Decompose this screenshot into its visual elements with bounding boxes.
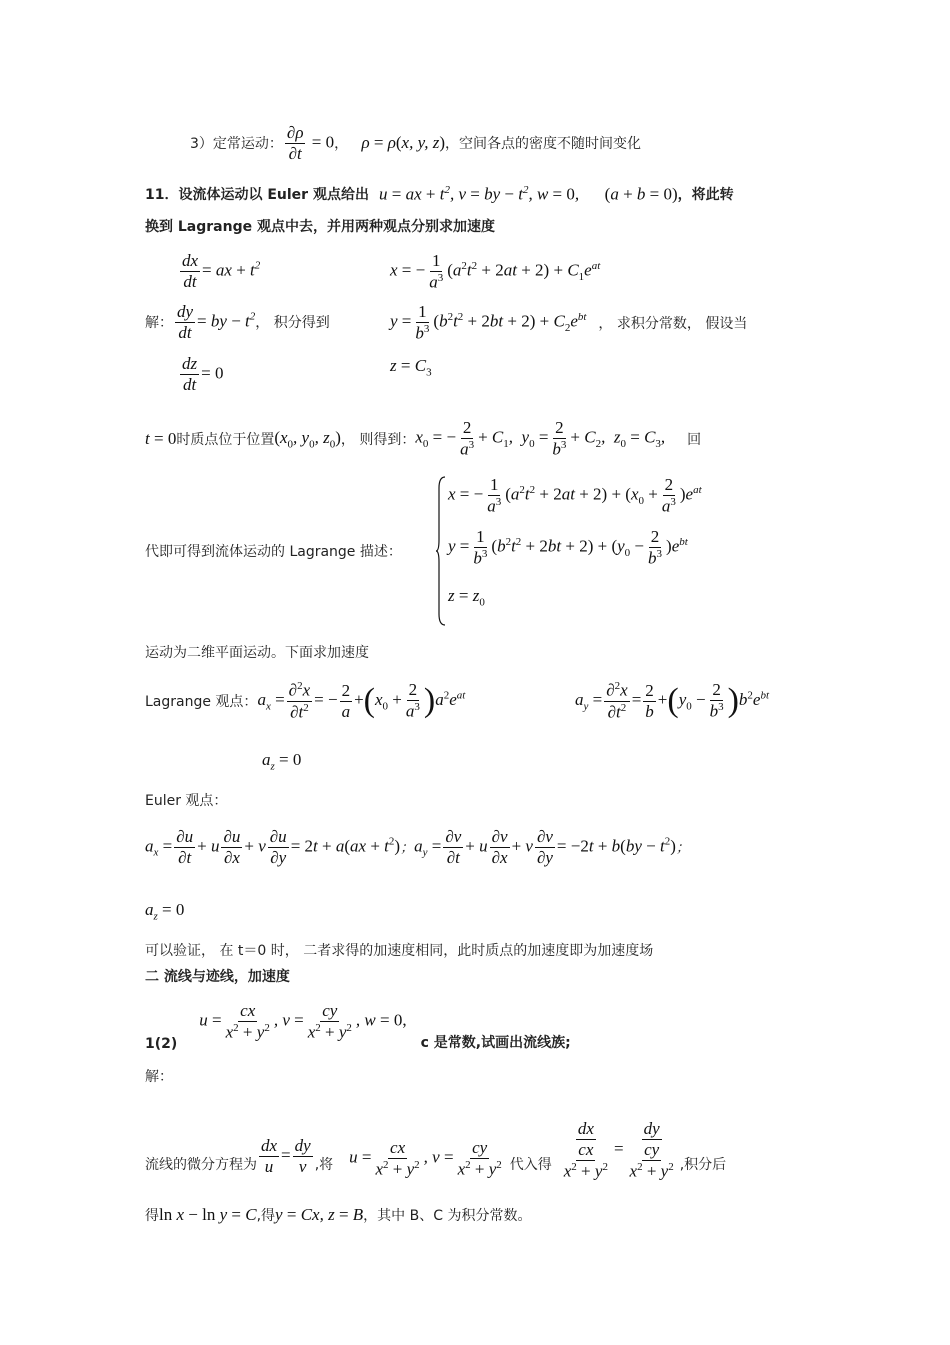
initial-position: ($x_0$, $y_0$, $z_0$) bbox=[274, 427, 341, 451]
result-text: ，其中 B、C 为积分常数。 bbox=[363, 1208, 532, 1224]
solution-z: $z = C_3$ bbox=[390, 356, 432, 379]
streamline-velocity: u = $\frac{cx}{x^2 + y^2}$ , v = $\frac{cy}{x^2 + y^2}$ bbox=[349, 1137, 502, 1179]
substituted-ode: $\frac{dx}{\frac{cx}{x^2 + y^2}}$ = $\frac{dy}{\frac{cy}{x^2 + y^2}}$ bbox=[563, 1118, 674, 1181]
log-result: ln x − ln y = C bbox=[159, 1205, 257, 1224]
lagrange-az: $a_z = 0$ bbox=[262, 750, 302, 773]
initial-condition-line bbox=[145, 414, 701, 464]
problem-1-number: 1(2) bbox=[145, 1036, 178, 1052]
streamline-ode: $\frac{dx}{u}$ = $\frac{dy}{v}$ bbox=[261, 1136, 311, 1177]
constants-equation: $x_0$ = − $\frac{2}{a^3}$ + $C_1$, $y_0$ = $\frac{2}{b^3}$ + $C_2$, $z_0 = C_3$, bbox=[415, 418, 666, 459]
planar-motion-text: 运动为二维平面运动。下面求加速度 bbox=[145, 645, 369, 661]
lagrange-ax: $a_x$ = $\frac{\partial^2x}{\partial t^2}$ = − $\frac{2}{a}$ $+(x_0$ + $\frac{2}{a^3}$ )$a^2e^{at}$ bbox=[257, 680, 466, 722]
problem-11-line2 bbox=[145, 216, 495, 236]
initial-text-b: ， 则得到： bbox=[340, 432, 416, 448]
initial-text-a: 时质点位于位置 bbox=[176, 432, 275, 448]
euler-view-label: Euler 观点： bbox=[145, 793, 228, 809]
streamline-family: y = Cx, z = B bbox=[275, 1205, 364, 1224]
steady-motion-label: 3）定常运动： bbox=[190, 136, 283, 152]
streamline-text: 流线的微分方程为 bbox=[145, 1157, 257, 1173]
euler-ax: $a_x$ = $\frac{\partial u}{\partial t}$ + u $\frac{\partial u}{\partial x}$ + v $\frac{\partial u}{\partial y}$ = $2t + a(ax + t^2)$ bbox=[145, 826, 401, 867]
jiang-text: ,将 bbox=[314, 1157, 334, 1173]
steady-motion-line: 3）定常运动： $\frac{\partial\rho}{\partial t}$ = 0 ， ρ = ρ(x, y, z) ，空间各点的密度不随时间变化 bbox=[190, 122, 641, 163]
problem-1-solution-label: 解： bbox=[145, 1069, 173, 1085]
rho-function-equation: ρ = ρ(x, y, z) bbox=[361, 133, 445, 152]
lagrange-x: x = − $\frac{1}{a^3}$ $(a^2t^2 + 2at + 2) + (x_0$ + $\frac{2}{a^3}$ )$e^{at}$ bbox=[448, 475, 702, 516]
euler-accel-line: $a_x$ = $\frac{\partial u}{\partial t}$ + u $\frac{\partial u}{\partial x}$ + v $\frac{\partial u}{\partial y}$ = $2t + a(ax + t^2)$ ； $a_y$ = $\frac{\partial v}{\partial t}$ + u $\frac{\partial v}{\partial x}$ + v $\frac{\partial v}{\partial y}$ = $-2t + b(by - t^2)$ ； bbox=[145, 826, 690, 867]
problem-11-text-a: 设流体运动以 Euler 观点给出 bbox=[178, 187, 369, 203]
problem-11-text-c: 换到 Lagrange 观点中去，并用两种观点分别求加速度 bbox=[145, 219, 495, 235]
solution-x: x = − $\frac{1}{a^3}$ $(a^2t^2 + 2at + 2) + C_1e^{at}$ bbox=[390, 251, 601, 292]
ode-dz: $\frac{dz}{dt}$ = 0 bbox=[182, 354, 224, 394]
back-text: 回 bbox=[687, 432, 702, 448]
result-line bbox=[145, 1200, 531, 1230]
de2-text: ,得 bbox=[256, 1208, 276, 1224]
de-text: 得 bbox=[145, 1208, 159, 1224]
left-brace-icon bbox=[436, 476, 446, 626]
solution-y-line bbox=[390, 303, 747, 342]
lagrange-y: y = $\frac{1}{b^3}$ $(b^2t^2 + 2bt + 2) + (y_0$ − $\frac{2}{b^3}$ )$e^{bt}$ bbox=[448, 527, 688, 568]
solution-label: 解： bbox=[145, 315, 173, 332]
problem-11-text-b: ，将此转 bbox=[677, 187, 734, 203]
ode-dx: $\frac{dx}{dt}$ = ax + $t^2$ bbox=[182, 251, 261, 291]
problem-1-text: c 是常数,试画出流线族; bbox=[420, 1035, 571, 1051]
drho-dt-equation: $\frac{\partial\rho}{\partial t}$ = 0 bbox=[286, 122, 335, 163]
find-constant-text: ， 求积分常数， 假设当 bbox=[598, 315, 748, 332]
problem-11-number: 11． bbox=[145, 187, 179, 203]
lagrange-desc-text: 代即可得到流体运动的 Lagrange 描述： bbox=[145, 544, 402, 560]
t-equals-zero: t = 0 bbox=[145, 429, 177, 448]
euler-az: $a_z = 0$ bbox=[145, 900, 185, 923]
steady-motion-text: ，空间各点的密度不随时间变化 bbox=[445, 136, 641, 152]
ode-dy-line bbox=[145, 303, 330, 342]
euler-ay: $a_y$ = $\frac{\partial v}{\partial t}$ + u $\frac{\partial v}{\partial x}$ + v $\frac{\partial v}{\partial y}$ = $-2t + b(by - t^2)$ bbox=[414, 826, 676, 867]
verify-text: 可以验证， 在 t＝0 时， 二者求得的加速度相同，此时质点的加速度即为加速度场 bbox=[145, 943, 654, 959]
problem-11-line1 bbox=[145, 178, 734, 210]
problem-1-velocity: u = $\frac{cx}{x^2 + y^2}$ , v = $\frac{cy}{x^2 + y^2}$ , w = 0, bbox=[199, 1001, 407, 1042]
integrate-text: ， 积分得到 bbox=[255, 315, 330, 332]
lagrange-ay: $a_y$ = $\frac{\partial^2x}{\partial t^2}$ = $\frac{2}{b}$ $+(y_0$ − $\frac{2}{b^3}$ )$b^2e^{bt}$ bbox=[575, 680, 770, 722]
euler-velocity-equation: u = ax + $t^2$, v = by − $t^2$, w = 0, (a + b = 0) bbox=[378, 183, 678, 204]
solution-y: y = $\frac{1}{b^3}$ $(b^2t^2 + 2bt + 2) + C_2e^{bt}$ bbox=[390, 302, 587, 343]
lagrange-accel-line bbox=[145, 674, 465, 728]
integrate-after-text: ,积分后 bbox=[679, 1157, 727, 1173]
substitute-text: 代入得 bbox=[509, 1157, 552, 1173]
lagrange-z: $z = z_0$ bbox=[448, 586, 485, 609]
section-2-title: 二 流线与迹线，加速度 bbox=[145, 969, 290, 985]
lagrange-view-label: Lagrange 观点： bbox=[145, 694, 258, 710]
ode-dy: $\frac{dy}{dt}$ = by − $t^2$ bbox=[177, 302, 256, 342]
streamline-line bbox=[145, 1100, 726, 1180]
problem-1-line bbox=[145, 1000, 571, 1056]
